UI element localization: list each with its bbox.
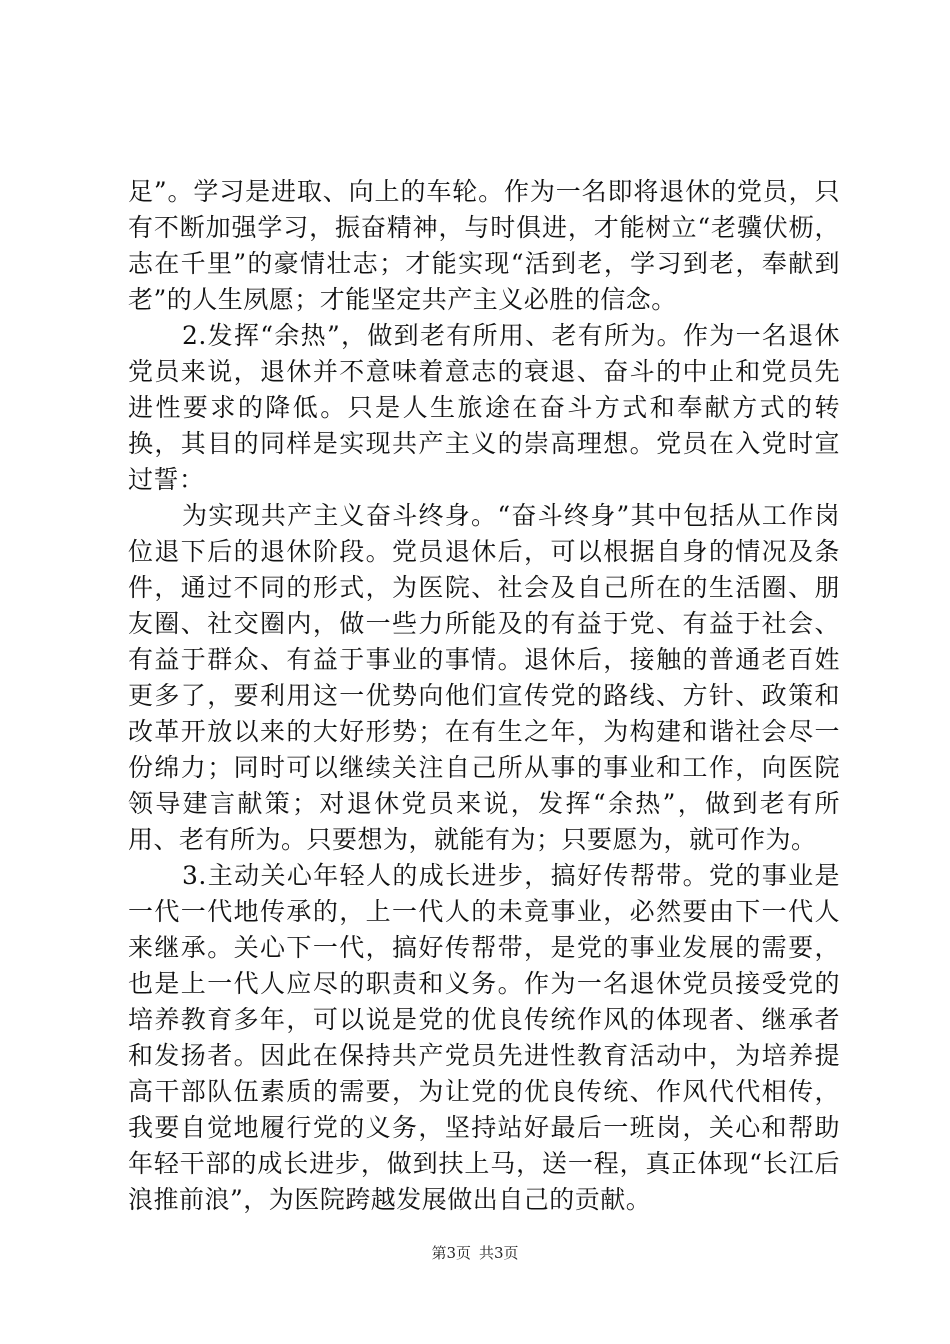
document-body xyxy=(128,174,840,1218)
paragraph-item-2: 2.发挥“余热”，做到老有所用、老有所为。作为一名退休党员来说，退休并不意味着意志的衰退、奋斗的中止和党员先进性要求的降低。只是人生旅途在奋斗方式和奉献方式的转换，其目的同样是实现共产主义的崇高理想。党员在入党时宣过誓： xyxy=(128,321,840,494)
paragraph-continuation: 足”。学习是进取、向上的车轮。作为一名即将退休的党员，只有不断加强学习，振奋精神，与时俱进，才能树立“老骥伏枥，志在千里”的豪情壮志；才能实现“活到老，学习到老，奉献到老”的人生夙愿；才能坚定共产主义必胜的信念。 xyxy=(128,177,840,314)
page-footer xyxy=(0,1243,950,1263)
paragraph-item-3: 3.主动关心年轻人的成长进步，搞好传帮带。党的事业是一代一代地传承的，上一代人的未竟事业，必然要由下一代人来继承。关心下一代，搞好传帮带，是党的事业发展的需要，也是上一代人应尽的职责和义务。作为一名退休党员接受党的培养教育多年，可以说是党的优良传统作风的体现者、继承者和发扬者。因此在保持共产党员先进性教育活动中，为培养提高干部队伍素质的需要，为让党的优良传统、作风代代相传，我要自觉地履行党的义务，坚持站好最后一班岗，关心和帮助年轻干部的成长进步，做到扶上马，送一程，真正体现“长江后浪推前浪”，为医院跨越发展做出自己的贡献。 xyxy=(128,861,840,1214)
paragraph-oath: 为实现共产主义奋斗终身。“奋斗终身”其中包括从工作岗位退下后的退休阶段。党员退休后，可以根据自身的情况及条件，通过不同的形式，为医院、社会及自己所在的生活圈、朋友圈、社交圈内，做一些力所能及的有益于党、有益于社会、有益于群众、有益于事业的事情。退休后，接触的普通老百姓更多了，要利用这一优势向他们宣传党的路线、方针、政策和改革开放以来的大好形势；在有生之年，为构建和谐社会尽一份绵力；同时可以继续关注自己所从事的事业和工作，向医院领导建言献策；对退休党员来说，发挥“余热”，做到老有所用、老有所为。只要想为，就能有为；只要愿为，就可作为。 xyxy=(128,501,840,854)
page-number: 第3页 xyxy=(431,1244,471,1262)
page-total: 共3页 xyxy=(479,1244,519,1262)
